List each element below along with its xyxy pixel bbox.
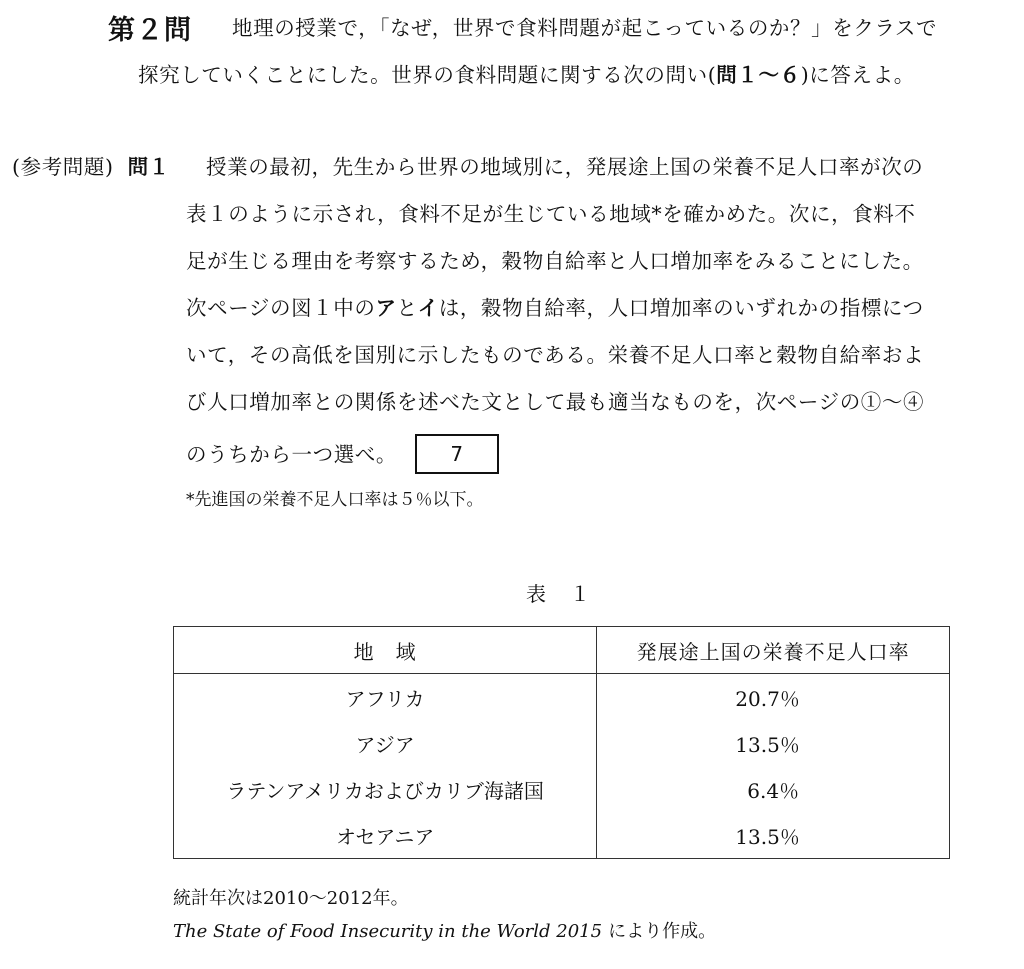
- rate-cell: 20.7％: [597, 674, 950, 721]
- question-number: 第２問: [108, 15, 192, 46]
- source-suffix: により作成。: [608, 921, 717, 942]
- body-line-4-a: 次ページの図１中の: [186, 296, 376, 320]
- body-line-4-c: と: [396, 296, 418, 320]
- source-title: The State of Food Insecurity in the World 2015: [173, 921, 603, 942]
- body-line-5: いて，その高低を国別に示したものである。栄養不足人口率と穀物自給率およ: [186, 343, 925, 367]
- answer-box[interactable]: 7: [415, 434, 499, 474]
- body-line-4-d: は，穀物自給率，人口増加率のいずれかの指標につ: [438, 296, 924, 320]
- header-region: 地 域: [174, 627, 597, 674]
- label-a: ア: [375, 296, 397, 320]
- rate-cell: 13.5％: [597, 812, 950, 859]
- footnote: *先進国の栄養不足人口率は５％以下。: [186, 490, 484, 510]
- reference-prefix: (参考問題): [12, 155, 114, 179]
- body-line-6: び人口増加率との関係を述べた文として最も適当なものを，次ページの①～④: [186, 390, 925, 414]
- sub-question-header: [12, 153, 170, 181]
- rate-cell: 6.4％: [597, 766, 950, 812]
- source-citation: [173, 917, 716, 943]
- header-rate: 発展途上国の栄養不足人口率: [597, 627, 950, 674]
- statistics-year-note: 統計年次は2010～2012年。: [173, 888, 409, 909]
- table-row: [174, 812, 950, 859]
- table-caption: 表 １: [526, 582, 592, 606]
- table-row: [174, 720, 950, 766]
- label-i: イ: [417, 296, 439, 320]
- table-header-row: [174, 627, 950, 674]
- region-cell: オセアニア: [174, 812, 597, 859]
- table-row: [174, 766, 950, 812]
- body-line-2: 表１のように示され，食料不足が生じている地域*を確かめた。次に，食料不: [186, 202, 916, 226]
- table-row: [174, 674, 950, 721]
- region-cell: アジア: [174, 720, 597, 766]
- intro-line-2: [138, 61, 915, 89]
- intro-text-b: )に答えよ。: [800, 63, 915, 87]
- intro-line-1: 地理の授業で，「なぜ，世界で食料問題が起こっているのか？」をクラスで: [232, 16, 938, 40]
- body-line-7: [186, 436, 499, 476]
- data-table: [173, 626, 950, 859]
- rate-cell: 13.5％: [597, 720, 950, 766]
- region-cell: ラテンアメリカおよびカリブ海諸国: [174, 766, 597, 812]
- body-line-3: 足が生じる理由を考察するため，穀物自給率と人口増加率をみることにした。: [186, 249, 924, 273]
- body-line-1: 授業の最初，先生から世界の地域別に，発展途上国の栄養不足人口率が次の: [206, 155, 924, 179]
- body-line-7-text: のうちから一つ選べ。: [186, 442, 397, 467]
- intro-text-a: 探究していくことにした。世界の食料問題に関する次の問い(: [138, 63, 717, 87]
- body-line-4: [186, 294, 924, 322]
- region-cell: アフリカ: [174, 674, 597, 721]
- sub-question-label: 問１: [127, 155, 170, 179]
- question-range: 問１～６: [716, 63, 801, 87]
